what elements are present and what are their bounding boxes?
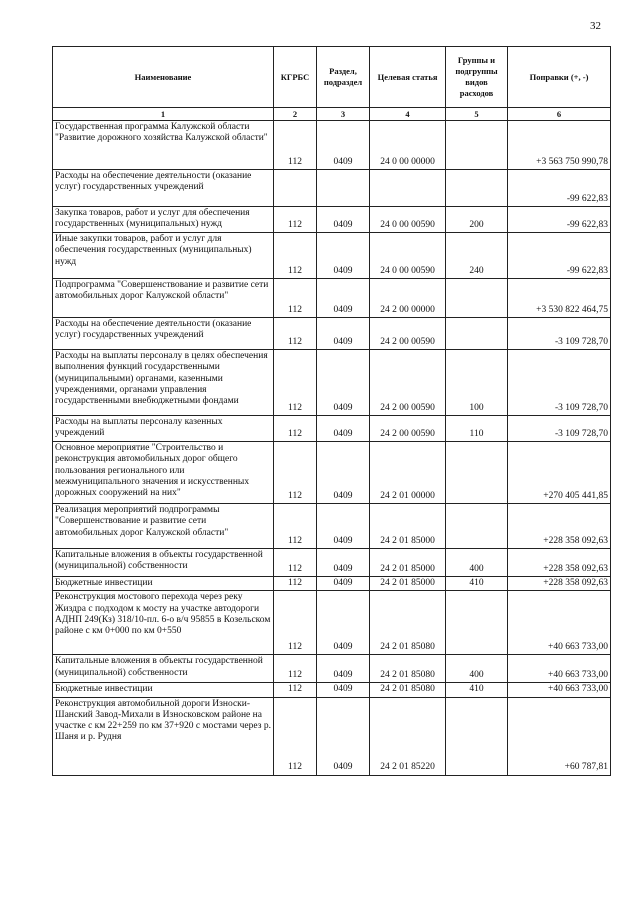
row-expense-type bbox=[446, 697, 508, 775]
row-kgrbs: 112 bbox=[274, 591, 317, 655]
table-row bbox=[53, 350, 611, 416]
row-target-article: 24 2 01 85000 bbox=[370, 549, 446, 577]
row-target-article: 24 2 01 85000 bbox=[370, 577, 446, 591]
page-number: 32 bbox=[590, 20, 601, 32]
row-expense-type bbox=[446, 279, 508, 318]
row-expense-type bbox=[446, 504, 508, 549]
row-target-article: 24 0 00 00590 bbox=[370, 207, 446, 233]
table-header-row bbox=[53, 47, 611, 108]
table-row bbox=[53, 683, 611, 697]
table-row bbox=[53, 318, 611, 350]
row-amount: +3 563 750 990,78 bbox=[508, 121, 611, 170]
row-section: 0409 bbox=[317, 121, 370, 170]
row-target-article: 24 2 01 85000 bbox=[370, 504, 446, 549]
row-section: 0409 bbox=[317, 504, 370, 549]
row-name: Бюджетные инвестиции bbox=[53, 577, 274, 591]
table-row bbox=[53, 233, 611, 279]
row-target-article: 24 2 01 85080 bbox=[370, 655, 446, 683]
row-name: Расходы на выплаты персоналу казенных учреждений bbox=[53, 416, 274, 442]
column-number: 5 bbox=[446, 108, 508, 121]
table-row bbox=[53, 170, 611, 207]
row-amount: +3 530 822 464,75 bbox=[508, 279, 611, 318]
row-kgrbs: 112 bbox=[274, 233, 317, 279]
row-name: Расходы на обеспечение деятельности (оказание услуг) государственных учреждений bbox=[53, 318, 274, 350]
row-expense-type bbox=[446, 121, 508, 170]
row-expense-type: 400 bbox=[446, 549, 508, 577]
row-amount: +40 663 733,00 bbox=[508, 591, 611, 655]
row-target-article: 24 2 00 00590 bbox=[370, 350, 446, 416]
row-name: Расходы на обеспечение деятельности (оказание услуг) государственных учреждений bbox=[53, 170, 274, 207]
row-name: Реконструкция мостового перехода через реку Жиздра с подходом к мосту на участке автодороги АДНП 249(Кз) 318/10-пл. 6-о в/ч 95855 в Козельском районе с км 0+000 по км 0+550 bbox=[53, 591, 274, 655]
row-kgrbs: 112 bbox=[274, 683, 317, 697]
row-name: Государственная программа Калужской области "Развитие дорожного хозяйства Калужской области" bbox=[53, 121, 274, 170]
row-kgrbs: 112 bbox=[274, 577, 317, 591]
row-kgrbs: 112 bbox=[274, 350, 317, 416]
row-target-article: 24 0 00 00000 bbox=[370, 121, 446, 170]
row-expense-type: 400 bbox=[446, 655, 508, 683]
row-kgrbs: 112 bbox=[274, 504, 317, 549]
column-number: 2 bbox=[274, 108, 317, 121]
row-target-article: 24 2 00 00590 bbox=[370, 416, 446, 442]
row-target-article: 24 2 00 00000 bbox=[370, 279, 446, 318]
row-section: 0409 bbox=[317, 416, 370, 442]
row-name: Иные закупки товаров, работ и услуг для обеспечения государственных (муниципальных) нужд bbox=[53, 233, 274, 279]
row-target-article: 24 2 00 00590 bbox=[370, 318, 446, 350]
table-row bbox=[53, 591, 611, 655]
header-kgrbs: КГРБС bbox=[274, 47, 317, 108]
row-amount: -99 622,83 bbox=[508, 233, 611, 279]
row-expense-type bbox=[446, 442, 508, 504]
column-number: 4 bbox=[370, 108, 446, 121]
header-expense-type: Группы и подгруппы видов расходов bbox=[446, 47, 508, 108]
row-section: 0409 bbox=[317, 591, 370, 655]
row-name: Реализация мероприятий подпрограммы "Совершенствование и развитие сети автомобильных дорог Калужской области" bbox=[53, 504, 274, 549]
row-name: Капитальные вложения в объекты государственной (муниципальной) собственности bbox=[53, 655, 274, 683]
row-expense-type: 200 bbox=[446, 207, 508, 233]
row-kgrbs: 112 bbox=[274, 416, 317, 442]
row-amount: -99 622,83 bbox=[508, 170, 611, 207]
row-section: 0409 bbox=[317, 683, 370, 697]
column-number-row bbox=[53, 108, 611, 121]
table-row bbox=[53, 279, 611, 318]
row-target-article: 24 2 01 85080 bbox=[370, 683, 446, 697]
table-row bbox=[53, 577, 611, 591]
row-expense-type bbox=[446, 591, 508, 655]
row-target-article: 24 0 00 00590 bbox=[370, 233, 446, 279]
row-expense-type bbox=[446, 170, 508, 207]
row-amount: +228 358 092,63 bbox=[508, 577, 611, 591]
row-name: Основное мероприятие "Строительство и реконструкция автомобильных дорог общего пользования регионального или межмуниципального значения и искусственных дорожных сооружений на них" bbox=[53, 442, 274, 504]
row-section bbox=[317, 170, 370, 207]
row-section: 0409 bbox=[317, 279, 370, 318]
table-row bbox=[53, 504, 611, 549]
row-target-article: 24 2 01 00000 bbox=[370, 442, 446, 504]
header-section: Раздел, подраздел bbox=[317, 47, 370, 108]
table-row bbox=[53, 416, 611, 442]
column-number: 1 bbox=[53, 108, 274, 121]
row-expense-type: 240 bbox=[446, 233, 508, 279]
row-expense-type: 110 bbox=[446, 416, 508, 442]
row-name: Бюджетные инвестиции bbox=[53, 683, 274, 697]
row-amount: +228 358 092,63 bbox=[508, 504, 611, 549]
row-amount: -99 622,83 bbox=[508, 207, 611, 233]
row-section: 0409 bbox=[317, 207, 370, 233]
row-kgrbs: 112 bbox=[274, 121, 317, 170]
row-amount: -3 109 728,70 bbox=[508, 416, 611, 442]
header-amendments: Поправки (+, -) bbox=[508, 47, 611, 108]
header-target-article: Целевая статья bbox=[370, 47, 446, 108]
row-kgrbs: 112 bbox=[274, 207, 317, 233]
row-kgrbs: 112 bbox=[274, 442, 317, 504]
table-row bbox=[53, 207, 611, 233]
row-expense-type: 100 bbox=[446, 350, 508, 416]
row-kgrbs bbox=[274, 170, 317, 207]
table-row bbox=[53, 442, 611, 504]
row-kgrbs: 112 bbox=[274, 697, 317, 775]
row-expense-type: 410 bbox=[446, 577, 508, 591]
row-kgrbs: 112 bbox=[274, 279, 317, 318]
row-amount: -3 109 728,70 bbox=[508, 318, 611, 350]
budget-amendments-table bbox=[52, 46, 611, 776]
row-amount: +60 787,81 bbox=[508, 697, 611, 775]
header-name: Наименование bbox=[53, 47, 274, 108]
row-section: 0409 bbox=[317, 442, 370, 504]
row-expense-type: 410 bbox=[446, 683, 508, 697]
column-number: 3 bbox=[317, 108, 370, 121]
row-target-article bbox=[370, 170, 446, 207]
row-name: Капитальные вложения в объекты государственной (муниципальной) собственности bbox=[53, 549, 274, 577]
row-section: 0409 bbox=[317, 697, 370, 775]
row-target-article: 24 2 01 85080 bbox=[370, 591, 446, 655]
row-amount: -3 109 728,70 bbox=[508, 350, 611, 416]
row-name: Подпрограмма "Совершенствование и развитие сети автомобильных дорог Калужской области" bbox=[53, 279, 274, 318]
row-kgrbs: 112 bbox=[274, 655, 317, 683]
row-amount: +228 358 092,63 bbox=[508, 549, 611, 577]
row-expense-type bbox=[446, 318, 508, 350]
column-number: 6 bbox=[508, 108, 611, 121]
row-amount: +40 663 733,00 bbox=[508, 655, 611, 683]
row-kgrbs: 112 bbox=[274, 549, 317, 577]
row-name: Закупка товаров, работ и услуг для обеспечения государственных (муниципальных) нужд bbox=[53, 207, 274, 233]
row-section: 0409 bbox=[317, 233, 370, 279]
row-section: 0409 bbox=[317, 655, 370, 683]
row-kgrbs: 112 bbox=[274, 318, 317, 350]
table-row bbox=[53, 121, 611, 170]
row-amount: +40 663 733,00 bbox=[508, 683, 611, 697]
row-target-article: 24 2 01 85220 bbox=[370, 697, 446, 775]
row-section: 0409 bbox=[317, 318, 370, 350]
row-section: 0409 bbox=[317, 549, 370, 577]
row-amount: +270 405 441,85 bbox=[508, 442, 611, 504]
row-section: 0409 bbox=[317, 577, 370, 591]
row-name: Реконструкция автомобильной дороги Износки-Шанский Завод-Михали в Износковском районе на участке с км 22+259 по км 37+920 с мостами через р. Шаня и р. Рудня bbox=[53, 697, 274, 775]
table-row bbox=[53, 697, 611, 775]
row-section: 0409 bbox=[317, 350, 370, 416]
row-name: Расходы на выплаты персоналу в целях обеспечения выполнения функций государственными (муниципальными) органами, казенными учреждениями, органами управления государственными внебюджетными фондами bbox=[53, 350, 274, 416]
table-row bbox=[53, 549, 611, 577]
table-row bbox=[53, 655, 611, 683]
